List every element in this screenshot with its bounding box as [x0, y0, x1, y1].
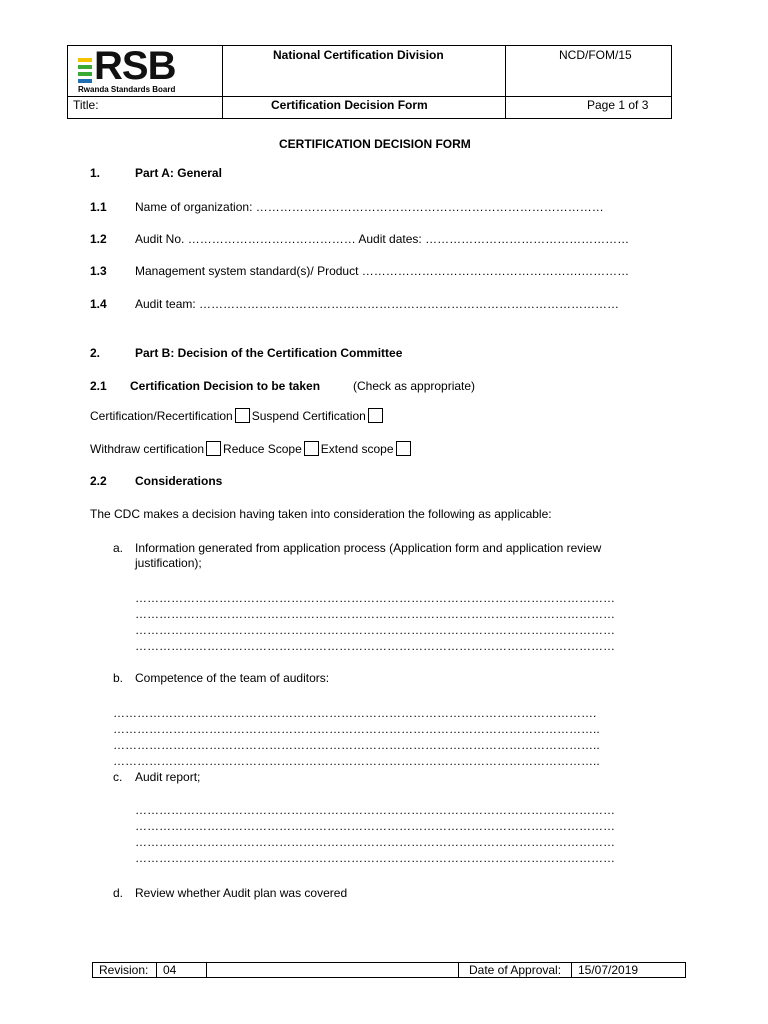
option-certification-label: Certification/Recertification — [90, 409, 233, 423]
item-a-answer-line[interactable]: ………………………………………………………………………………………………………… — [135, 607, 615, 621]
section-2-title: Part B: Decision of the Certification Committee — [135, 346, 403, 360]
considerations-intro: The CDC makes a decision having taken into consideration the following as applicable: — [90, 507, 552, 521]
item-a-answer-line[interactable]: ………………………………………………………………………………………………………… — [135, 591, 615, 605]
row-1-4-number: 1.4 — [90, 297, 107, 311]
option-suspend-label: Suspend Certification — [251, 409, 366, 423]
item-b-label: b. — [113, 671, 124, 685]
logo-subtitle: Rwanda Standards Board — [78, 85, 176, 94]
section-1-number: 1. — [90, 166, 101, 180]
item-a-text-line2: justification); — [135, 556, 202, 570]
item-c-text: Audit report; — [135, 770, 201, 784]
logo-stripes-icon — [76, 54, 94, 88]
row-2-2-number: 2.2 — [90, 474, 107, 488]
item-c-answer-line[interactable]: ………………………………………………………………………………………………………… — [135, 851, 615, 865]
item-a-text-line1: Information generated from application process (Application form and application review — [135, 541, 602, 555]
title-label: Title: — [73, 98, 99, 112]
section-1-title: Part A: General — [135, 166, 222, 180]
revision-value: 04 — [163, 963, 177, 977]
section-2-number: 2. — [90, 346, 101, 360]
item-b-answer-line[interactable]: ………………………………………………………………………………………………………….. — [113, 738, 600, 752]
item-a-answer-line[interactable]: ………………………………………………………………………………………………………… — [135, 639, 615, 653]
item-c-label: c. — [113, 770, 123, 784]
approval-date-value: 15/07/2019 — [578, 963, 639, 977]
item-b-answer-line[interactable]: ………………………………………………………………………………………………………….. — [113, 754, 600, 768]
page-number: Page 1 of 3 — [587, 98, 649, 112]
row-1-1-number: 1.1 — [90, 200, 107, 214]
item-d-text: Review whether Audit plan was covered — [135, 886, 348, 900]
item-b-text: Competence of the team of auditors: — [135, 671, 330, 685]
audit-number-dates-field[interactable]: Audit No. …………………………………… Audit dates: …………………………………………… — [135, 232, 630, 246]
division-name: National Certification Division — [273, 48, 444, 62]
decision-options-row-2 — [90, 441, 413, 456]
certification-checkbox[interactable] — [235, 408, 250, 423]
item-c-answer-line[interactable]: ………………………………………………………………………………………………………… — [135, 819, 615, 833]
form-name: Certification Decision Form — [271, 98, 428, 112]
form-code: NCD/FOM/15 — [559, 48, 632, 62]
item-b-answer-line[interactable]: ………………………………………………………………………………………………………….. — [113, 722, 600, 736]
row-2-2-title: Considerations — [135, 474, 223, 488]
withdraw-checkbox[interactable] — [206, 441, 221, 456]
item-a-label: a. — [113, 541, 124, 555]
page-title: CERTIFICATION DECISION FORM — [279, 137, 471, 151]
item-c-answer-line[interactable]: ………………………………………………………………………………………………………… — [135, 803, 615, 817]
option-reduce-label: Reduce Scope — [223, 442, 302, 456]
logo-text: RSB — [94, 44, 176, 88]
row-2-1-title: Certification Decision to be taken — [130, 379, 321, 393]
item-d-label: d. — [113, 886, 124, 900]
document-footer — [92, 962, 686, 978]
item-b-answer-line[interactable]: …………………………………………………………………………………………………………. — [113, 706, 597, 720]
item-c-answer-line[interactable]: ………………………………………………………………………………………………………… — [135, 835, 615, 849]
row-2-1-number: 2.1 — [90, 379, 107, 393]
audit-team-field[interactable]: Audit team: …………………………………………………………………………………………… — [135, 297, 620, 311]
option-extend-label: Extend scope — [320, 442, 394, 456]
suspend-checkbox[interactable] — [368, 408, 383, 423]
item-a-answer-line[interactable]: ………………………………………………………………………………………………………… — [135, 623, 615, 637]
row-1-2-number: 1.2 — [90, 232, 107, 246]
revision-label: Revision: — [99, 963, 149, 977]
extend-scope-checkbox[interactable] — [396, 441, 411, 456]
option-withdraw-label: Withdraw certification — [90, 442, 205, 456]
row-2-1-note: (Check as appropriate) — [353, 379, 476, 393]
organization-name-field[interactable]: Name of organization: …………………………………………………………………………… — [135, 200, 604, 214]
document-header — [67, 45, 672, 119]
management-standard-field[interactable]: Management system standard(s)/ Product ……………………………………………….………… — [135, 264, 630, 278]
rsb-logo — [76, 44, 216, 94]
approval-date-label: Date of Approval: — [469, 963, 562, 977]
row-1-3-number: 1.3 — [90, 264, 107, 278]
reduce-scope-checkbox[interactable] — [304, 441, 319, 456]
decision-options-row-1 — [90, 408, 385, 423]
